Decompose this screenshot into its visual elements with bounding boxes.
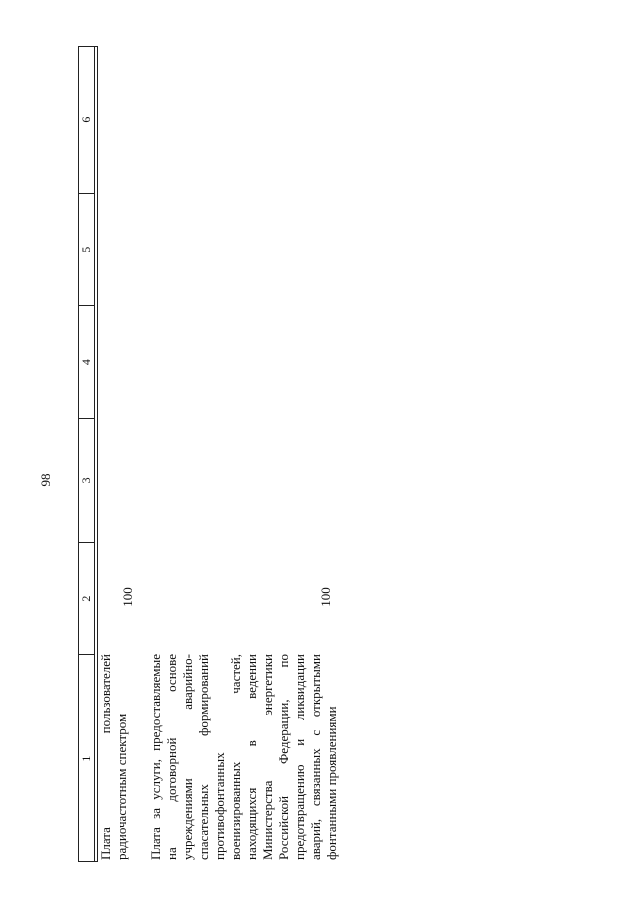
table-header	[78, 46, 95, 862]
rotated-table-page	[78, 46, 338, 862]
col-1-header: 1	[78, 655, 95, 862]
row-1-value: 100	[120, 587, 135, 607]
page-number: 98	[38, 473, 53, 487]
row-2-name: Плата за услуги, предоставляемые на договорной основе учреждениями аварийно-спасательных формирований противофонтанных военизированных частей, находящихся в ведении Министерства энергетики Российской Федерации, по предотвращению и ликвидации аварий, связанных с открытыми фонтанными проявлениями	[148, 654, 339, 860]
row-2-value: 100	[318, 587, 333, 607]
col-4-header: 4	[78, 306, 95, 418]
row-1-name: Плата пользователей радиочастотным спектром	[98, 654, 129, 860]
col-5-header: 5	[78, 194, 95, 306]
col-6-header: 6	[78, 46, 95, 194]
table-header-row	[78, 46, 95, 862]
col-3-header: 3	[78, 418, 95, 542]
col-2-header: 2	[78, 542, 95, 654]
